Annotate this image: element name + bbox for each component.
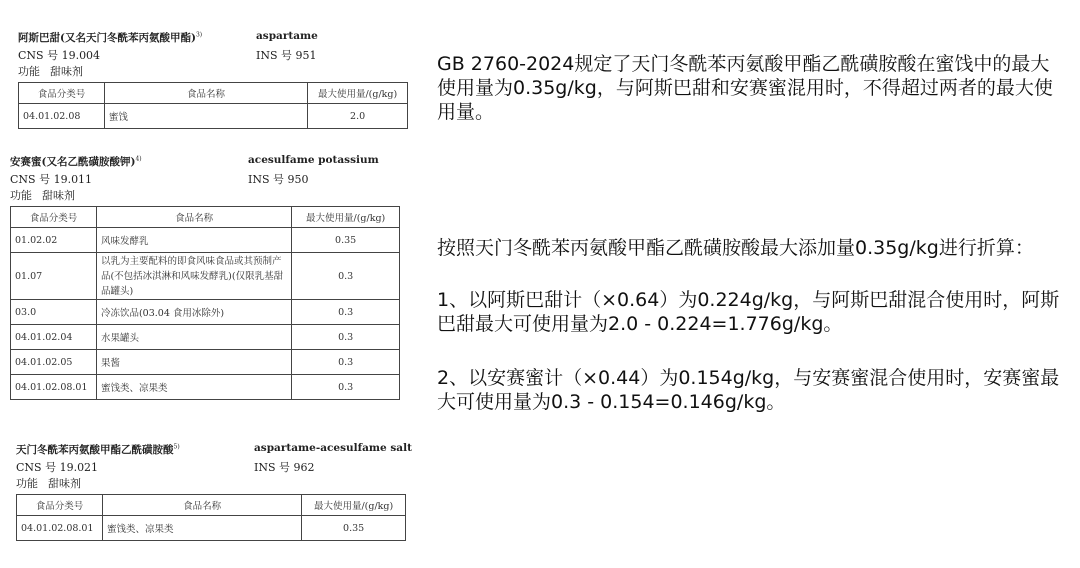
table-row [11,300,400,325]
food-name: 蜜饯 [104,104,307,129]
explanation-paragraph-aspartame: 1、以阿斯巴甜计（×0.64）为0.224g/kg，与阿斯巴甜混合使用时，阿斯巴甜最大可使用量为2.0 - 0.224=1.776g/kg。 [437,289,1060,335]
cns-number: CNS 号 19.021 [16,461,99,474]
max-usage: 0.3 [292,350,400,375]
header-category-code: 食品分类号 [19,83,105,104]
food-name: 冷冻饮品(03.04 食用冰除外) [96,300,291,325]
category-code: 01.02.02 [11,228,97,253]
header-category-code: 食品分类号 [11,207,97,228]
max-usage: 0.35 [292,228,400,253]
ins-number: INS 号 951 [256,49,317,62]
food-name: 以乳为主要配料的即食风味食品或其预制产品(不包括冰淇淋和风味发酵乳)(仅限乳基甜品罐头) [96,253,291,300]
ins-number: INS 号 962 [254,461,315,474]
food-name: 蜜饯类、凉果类 [102,516,301,541]
table-row [11,325,400,350]
table-header-row [11,207,400,228]
table-header-row [19,83,408,104]
food-name: 果酱 [96,350,291,375]
additive-en-name: acesulfame potassium [248,154,379,166]
max-usage: 0.35 [302,516,406,541]
standard-excerpt [0,0,420,568]
food-name: 水果罐头 [96,325,291,350]
category-code: 03.0 [11,300,97,325]
max-usage: 0.3 [292,253,400,300]
table-row [11,228,400,253]
usage-table [16,494,406,541]
cns-number: CNS 号 19.011 [10,173,93,186]
max-usage: 0.3 [292,375,400,400]
additive-en-name: aspartame-acesulfame salt [254,442,412,454]
explanation-paragraph-conversion: 按照天门冬酰苯丙氨酸甲酯乙酰磺胺酸最大添加量0.35g/kg进行折算： [437,237,1034,259]
additive-entry-aspartame [18,30,408,129]
explanation-paragraph-acesulfame: 2、以安赛蜜计（×0.44）为0.154g/kg，与安赛蜜混合使用时，安赛蜜最大可使用量为0.3 - 0.154=0.146g/kg。 [437,367,1060,413]
max-usage: 2.0 [308,104,408,129]
header-max-usage: 最大使用量/(g/kg) [292,207,400,228]
max-usage: 0.3 [292,325,400,350]
function-line: 功能 甜味剂 [10,189,75,202]
usage-table [10,206,400,400]
max-usage: 0.3 [292,300,400,325]
additive-cn-name: 天门冬酰苯丙氨酸甲酯乙酰磺胺酸$^{5)}$ [16,443,180,456]
table-header-row [17,495,406,516]
header-max-usage: 最大使用量/(g/kg) [302,495,406,516]
table-row [17,516,406,541]
additive-entry-acesulfame-potassium [10,154,400,400]
ins-number: INS 号 950 [248,173,309,186]
header-food-name: 食品名称 [102,495,301,516]
table-row [11,253,400,300]
cns-number: CNS 号 19.004 [18,49,101,62]
additive-entry-aspartame-acesulfame-salt [16,442,412,541]
category-code: 04.01.02.08.01 [11,375,97,400]
table-row [19,104,408,129]
category-code: 01.07 [11,253,97,300]
usage-table [18,82,408,129]
header-food-name: 食品名称 [96,207,291,228]
function-line: 功能 甜味剂 [18,65,83,78]
food-name: 风味发酵乳 [96,228,291,253]
category-code: 04.01.02.08 [19,104,105,129]
category-code: 04.01.02.08.01 [17,516,103,541]
header-food-name: 食品名称 [104,83,307,104]
additive-en-name: aspartame [256,30,318,42]
additive-cn-name: 安赛蜜(又名乙酰磺胺酸钾)$^{4)}$ [10,155,142,168]
table-row [11,350,400,375]
function-line: 功能 甜味剂 [16,477,81,490]
category-code: 04.01.02.04 [11,325,97,350]
explanation-paragraph-rule: GB 2760-2024规定了天门冬酰苯丙氨酸甲酯乙酰磺胺酸在蜜饯中的最大使用量为0.35g/kg，与阿斯巴甜和安赛蜜混用时，不得超过两者的最大使用量。 [437,53,1053,123]
table-row [11,375,400,400]
header-max-usage: 最大使用量/(g/kg) [308,83,408,104]
category-code: 04.01.02.05 [11,350,97,375]
food-name: 蜜饯类、凉果类 [96,375,291,400]
additive-cn-name: 阿斯巴甜(又名天门冬酰苯丙氨酸甲酯)$^{3)}$ [18,31,203,44]
header-category-code: 食品分类号 [17,495,103,516]
